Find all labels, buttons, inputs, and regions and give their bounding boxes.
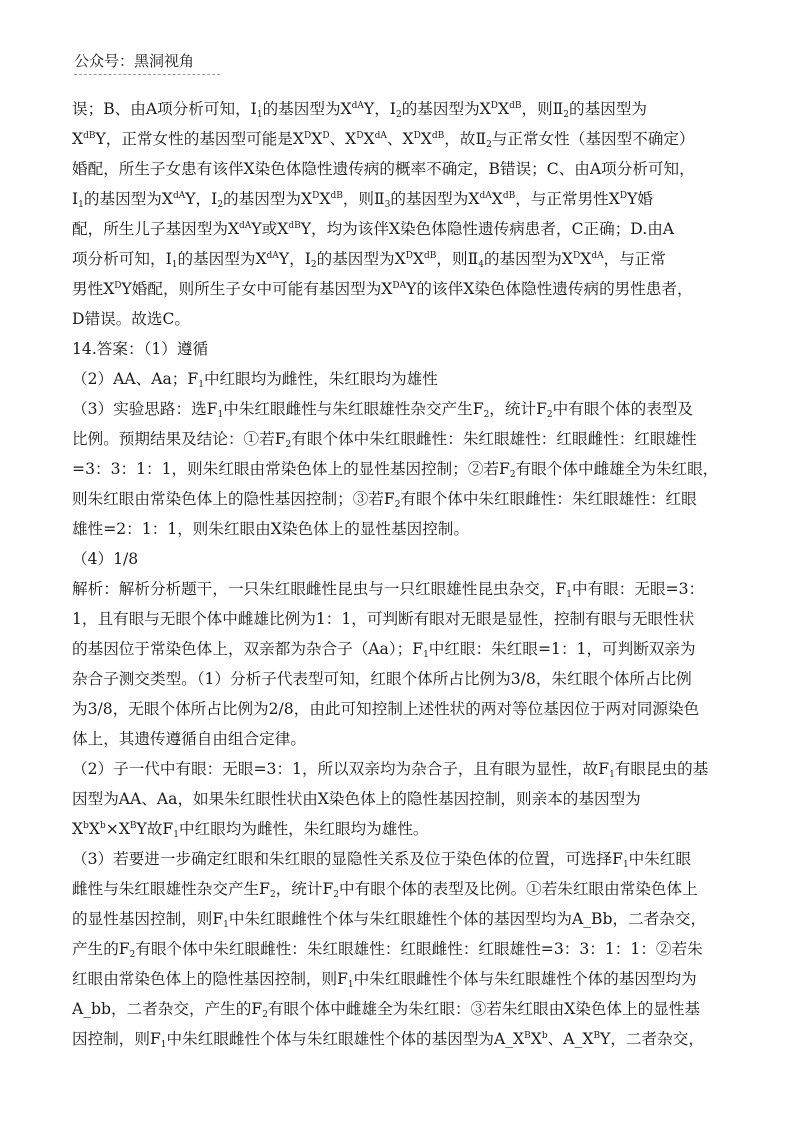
text-line: （3）若要进一步确定红眼和朱红眼的显隐性关系及位于染色体的位置，可选择$F_1$中朱红眼 <box>72 850 692 870</box>
text-line: 杂合子测交类型。（1）分析子代表型可知，红眼个体所占比例为3/8，朱红眼个体所占比例 <box>72 670 692 688</box>
text-line: 配，所生儿子基因型为$X^{dA}Y$或$X^{dB}Y$，均为该伴X染色体隐性遗传病患者，C正确；D.由A <box>72 220 675 238</box>
text-line: （4）1/8 <box>72 550 139 568</box>
text-line: 解析：解析分析题干，一只朱红眼雌性昆虫与一只红眼雄性昆虫杂交，$F_1$中有眼：无眼=3： <box>72 580 705 600</box>
text-line: $X^bX^b\times X^BY$故$F_1$中红眼均为雌性，朱红眼均为雄性。 <box>72 820 429 840</box>
text-line: 男性$X^DY$婚配，则所生子女中可能有基因型为$X^{DA}Y$的该伴X染色体隐性遗传病的男性患者， <box>72 280 693 298</box>
text-line: 为3/8，无眼个体所占比例为2/8，由此可知控制上述性状的两对等位基因位于两对同源染色 <box>72 700 700 718</box>
text-line: 项分析可知，$Ⅰ_1$的基因型为$X^{dA}Y$，$Ⅰ_2$的基因型为$X^DX^{dB}$，则$Ⅱ_4$的基因型为$X^DX^{dA}$，与正常 <box>72 250 666 270</box>
text-line: 雌性与朱红眼雄性杂交产生$F_2$，统计$F_2$中有眼个体的表型及比例。①若朱红眼由常染色体上 <box>72 880 698 900</box>
text-line: 婚配，所生子女患有该伴X染色体隐性遗传病的概率不确定，B错误；C、由A项分析可知， <box>72 160 695 178</box>
text-line: 误；B、由A项分析可知，$Ⅰ_1$的基因型为$X^{dA}Y$，$Ⅰ_2$的基因型为$X^DX^{dB}$，则$Ⅱ_2$的基因型为 <box>72 100 647 120</box>
source-header: 公众号：黑洞视角 <box>74 50 220 75</box>
text-line: 红眼由常染色体上的隐性基因控制，则$F_1$中朱红眼雌性个体与朱红眼雄性个体的基因型均为 <box>72 970 697 990</box>
text-line: $X^{dB}Y$，正常女性的基因型可能是$X^DX^D$、$X^DX^{dA}$、$X^DX^{dB}$，故$Ⅱ_2$与正常女性（基因型不确定） <box>72 130 695 150</box>
text-line: 因型为AA、Aa，如果朱红眼性状由X染色体上的隐性基因控制，则亲本的基因型为 <box>72 790 641 808</box>
text-line: 1，且有眼与无眼个体中雌雄比例为1：1，可判断有眼对无眼是显性，控制有眼与无眼性状 <box>72 610 695 628</box>
text-line: （2）AA、Aa；$F_1$中红眼均为雌性，朱红眼均为雄性 <box>72 370 438 390</box>
text-line: A_bb，二者杂交，产生的$F_2$有眼个体中雌雄全为朱红眼：③若朱红眼由X染色体上的显性基 <box>72 1000 701 1020</box>
text-line: 的基因位于常染色体上，双亲都为杂合子（Aa）；$F_1$中红眼：朱红眼=1：1，可判断双亲为 <box>72 640 696 660</box>
answer-body <box>72 94 728 1054</box>
text-line: 因控制，则$F_1$中朱红眼雌性个体与朱红眼雄性个体的基因型为$A\_X^BX^b$、$A\_X^BY$，二者杂交， <box>72 1030 704 1050</box>
text-line: =3：3：1：1，则朱红眼由常染色体上的显性基因控制；②若$F_2$有眼个体中雌雄全为朱红眼， <box>72 460 719 480</box>
text-line: 雄性=2：1：1，则朱红眼由X染色体上的显性基因控制。 <box>72 520 469 538</box>
text-line: 体上，其遗传遵循自由组合定律。 <box>72 730 306 748</box>
text-line: 比例。预期结果及结论：①若$F_2$有眼个体中朱红眼雌性：朱红眼雄性：红眼雌性：红眼雄性 <box>72 430 697 450</box>
text-line: 则朱红眼由常染色体上的隐性基因控制；③若$F_2$有眼个体中朱红眼雌性：朱红眼雄性：红眼 <box>72 490 697 510</box>
text-line: 产生的$F_2$有眼个体中朱红眼雌性：朱红眼雄性：红眼雌性：红眼雄性=3：3：1：1：②若朱 <box>72 940 703 960</box>
text-line: （2）子一代中有眼：无眼=3：1，所以双亲均为杂合子，且有眼为显性，故$F_1$有眼昆虫的基 <box>72 760 709 780</box>
text-line: D错误。故选C。 <box>72 310 190 328</box>
text-line: $Ⅰ_1$的基因型为$X^{dA}Y$，$Ⅰ_2$的基因型为$X^DX^{dB}$，则$Ⅱ_3$的基因型为$X^{dA}X^{dB}$，与正常男性$X^DY$婚 <box>72 190 653 210</box>
text-line: （3）实验思路：选$F_1$中朱红眼雌性与朱红眼雄性杂交产生$F_2$，统计$F_2$中有眼个体的表型及 <box>72 400 693 420</box>
text-line: 的显性基因控制，则$F_1$中朱红眼雌性个体与朱红眼雄性个体的基因型均为A_Bb，二者杂交， <box>72 910 707 930</box>
text-line: 14.答案：（1）遵循 <box>72 340 209 358</box>
